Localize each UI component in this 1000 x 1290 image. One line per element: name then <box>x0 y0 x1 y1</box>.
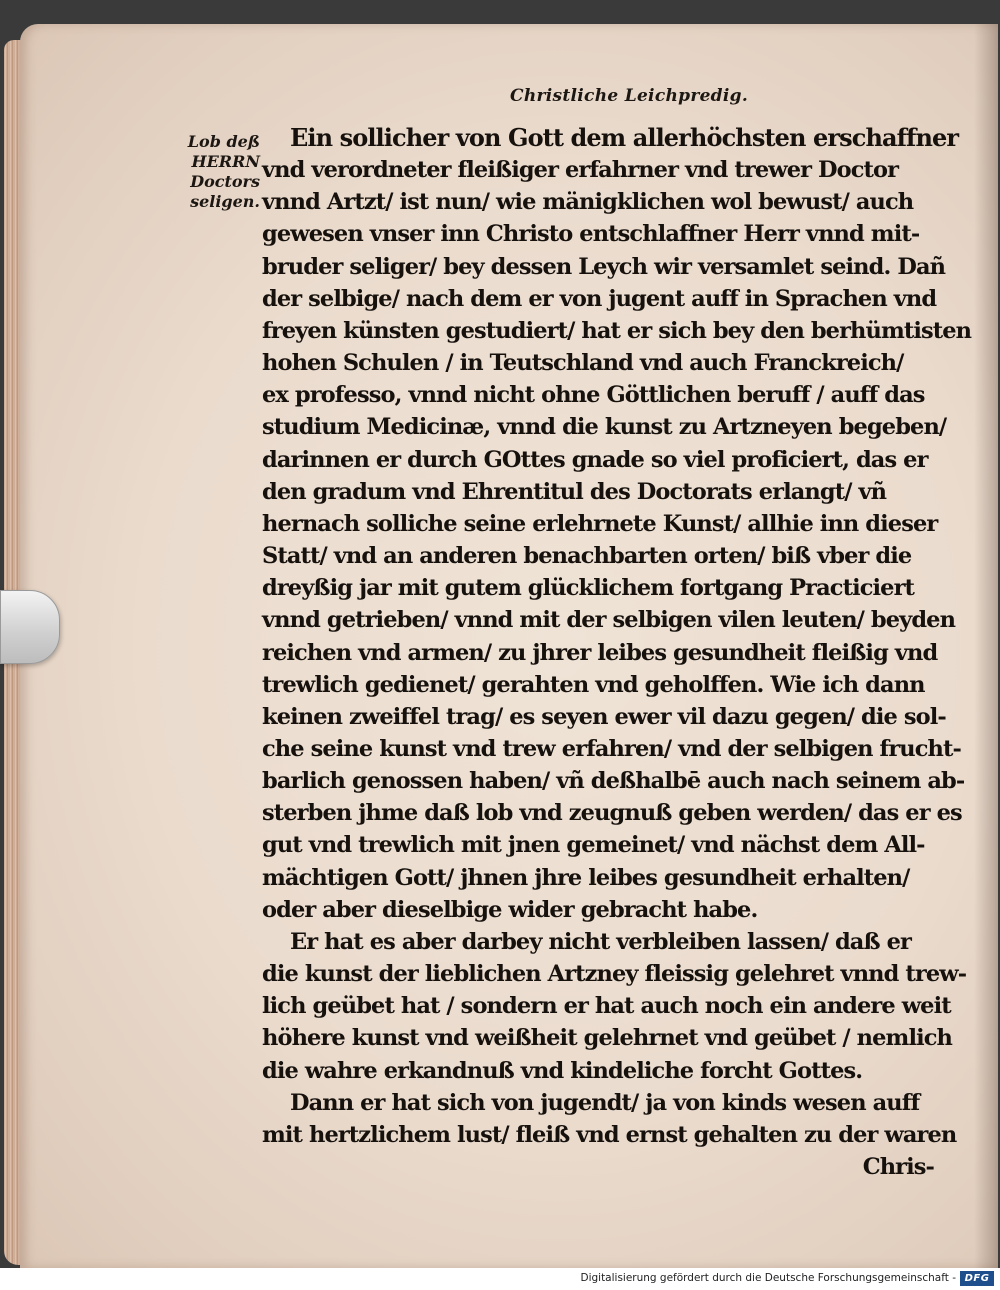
page-clip <box>0 590 60 664</box>
text-line: reichen vnd armen/ zu jhrer leibes gesundheit fleißig vnd <box>262 639 938 666</box>
marginal-note-line: Doctors <box>190 172 260 191</box>
text-line: hernach solliche seine erlehrnete Kunst/ allhie inn dieser <box>262 510 938 537</box>
text-line: keinen zweiffel trag/ es seyen ewer vil dazu gegen/ die sol- <box>262 703 946 730</box>
footer-bar <box>0 1268 1000 1290</box>
text-line: vnnd getrieben/ vnnd mit der selbigen vilen leuten/ beyden <box>262 607 956 634</box>
text-line: freyen künsten gestudiert/ hat er sich bey den berhümtisten <box>262 317 972 344</box>
footer-credit-text: Digitalisierung gefördert durch die Deutsche Forschungsgemeinschaft - <box>580 1272 956 1284</box>
dfg-logo[interactable]: DFG <box>960 1271 994 1286</box>
text-line: höhere kunst vnd weißheit gelehrnet vnd geübet / nemlich <box>262 1025 953 1052</box>
text-line: mit hertzlichem lust/ fleiß vnd ernst gehalten zu der waren <box>262 1121 957 1148</box>
text-line: studium Medicinæ, vnnd die kunst zu Artzneyen begeben/ <box>262 414 947 441</box>
text-line: dreyßig jar mit gutem glücklichem fortgang Practiciert <box>262 575 915 602</box>
text-line: sterben jhme daß lob vnd zeugnuß geben werden/ das er es <box>262 800 962 827</box>
text-line: vnnd Artzt/ ist nun/ wie mänigklichen wol bewust/ auch <box>262 189 914 216</box>
text-line: gut vnd trewlich mit jnen gemeinet/ vnd nächst dem All- <box>262 832 925 859</box>
marginal-note-line: seligen. <box>190 192 260 211</box>
text-line: ex professo, vnnd nicht ohne Göttlichen beruff / auff das <box>262 382 925 409</box>
marginal-note-line: Lob deß <box>187 132 260 151</box>
running-head: Christliche Leichpredig. <box>510 86 749 106</box>
body-text <box>262 122 972 1183</box>
text-line: den gradum vnd Ehrentitul des Doctorats erlangt/ vñ <box>262 478 887 505</box>
text-line: Dann er hat sich von jugendt/ ja von kinds wesen auff <box>290 1089 920 1116</box>
page-gutter-shadow <box>974 24 998 1268</box>
text-line: Ein sollicher von Gott dem allerhöchsten erschaffner <box>290 123 959 152</box>
text-line: Er hat es aber darbey nicht verbleiben lassen/ daß er <box>290 928 911 955</box>
text-line: mächtigen Gott/ jhnen jhre leibes gesundheit erhalten/ <box>262 864 910 891</box>
text-line: die wahre erkandnuß vnd kindeliche forcht Gottes. <box>262 1057 863 1084</box>
text-line: darinnen er durch GOttes gnade so viel proficiert, das er <box>262 446 928 473</box>
text-line: gewesen vnser inn Christo entschlaffner Herr vnnd mit- <box>262 221 920 248</box>
marginal-note <box>150 132 260 212</box>
text-line: trewlich gedienet/ gerahten vnd geholffen. Wie ich dann <box>262 671 925 698</box>
text-line: barlich genossen haben/ vñ deßhalbē auch nach seinem ab- <box>262 768 965 795</box>
text-line: bruder seliger/ bey dessen Leych wir versamlet seind. Dañ <box>262 253 946 280</box>
text-line: oder aber dieselbige wider gebracht habe. <box>262 896 758 923</box>
text-line: vnd verordneter fleißiger erfahrner vnd trewer Doctor <box>262 157 899 184</box>
catchword: Chris- <box>862 1154 934 1180</box>
text-line: die kunst der lieblichen Artzney fleissig gelehret vnnd trew- <box>262 961 967 988</box>
text-line: che seine kunst vnd trew erfahren/ vnd der selbigen frucht- <box>262 735 961 762</box>
text-line: lich geübet hat / sondern er hat auch noch ein andere weit <box>262 993 951 1020</box>
text-line: hohen Schulen / in Teutschland vnd auch Franckreich/ <box>262 350 904 377</box>
text-line: Statt/ vnd an anderen benachbarten orten/ biß vber die <box>262 543 912 570</box>
marginal-note-line: HERRN <box>191 152 260 171</box>
text-line: der selbige/ nach dem er von jugent auff in Sprachen vnd <box>262 285 937 312</box>
